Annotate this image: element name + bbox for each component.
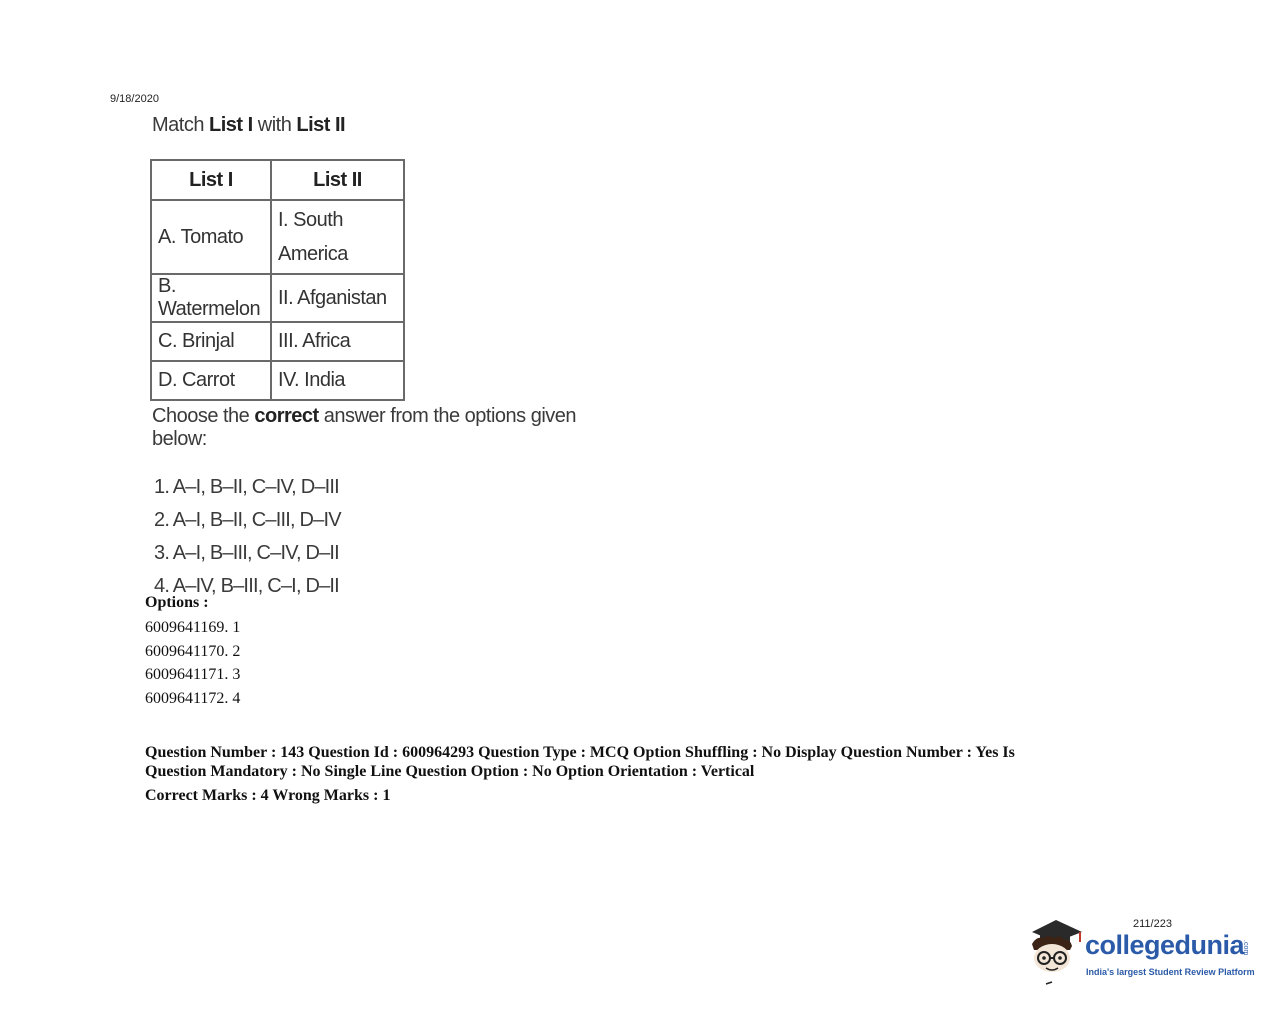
table-cell-list2: III. Africa bbox=[271, 322, 404, 361]
table-header-list2: List II bbox=[271, 160, 404, 200]
table-cell-list1: C. Brinjal bbox=[151, 322, 271, 361]
answer-option: 1. A–I, B–II, C–IV, D–III bbox=[154, 476, 339, 498]
option-id-line: 6009641171. 3 bbox=[145, 666, 241, 683]
option-id-line: 6009641169. 1 bbox=[145, 619, 241, 636]
metadata-line: Question Mandatory : No Single Line Question Option : No Option Orientation : Vertical bbox=[145, 763, 755, 780]
option-ids-block bbox=[145, 594, 240, 710]
table-row bbox=[151, 322, 404, 361]
table-cell-list1: A. Tomato bbox=[151, 200, 271, 274]
match-table bbox=[150, 159, 405, 401]
print-date: 9/18/2020 bbox=[110, 93, 159, 105]
answer-options-list bbox=[154, 471, 610, 603]
table-header-row bbox=[151, 160, 404, 200]
option-id-line: 6009641170. 2 bbox=[145, 642, 241, 660]
option-id-line: 6009641172. 4 bbox=[145, 689, 241, 707]
table-cell-list2: IV. India bbox=[271, 361, 404, 400]
answer-option: 3. A–I, B–III, C–IV, D–II bbox=[154, 542, 339, 564]
question-block bbox=[150, 114, 610, 603]
table-cell-list1: B. Watermelon bbox=[151, 274, 271, 322]
table-row bbox=[151, 361, 404, 400]
collegedunia-logo bbox=[1024, 918, 1254, 988]
question-title: Match List I with List II bbox=[152, 114, 346, 136]
table-header-list1: List I bbox=[151, 160, 271, 200]
page-number: 211/223 bbox=[1133, 918, 1172, 930]
table-row bbox=[151, 274, 404, 322]
options-label: Options : bbox=[145, 594, 209, 611]
brand-suffix: .com bbox=[1242, 940, 1249, 956]
choose-instruction: Choose the correct answer from the options given below: bbox=[152, 405, 577, 450]
brand-tagline: India's largest Student Review Platform bbox=[1086, 967, 1255, 977]
table-cell-list2: I. South America bbox=[271, 200, 404, 274]
question-metadata bbox=[145, 743, 1015, 805]
answer-option: 4. A–IV, B–III, C–I, D–II bbox=[154, 575, 339, 597]
table-row bbox=[151, 200, 404, 274]
table-cell-list2: II. Afganistan bbox=[271, 274, 404, 322]
table-cell-list1: D. Carrot bbox=[151, 361, 271, 400]
answer-option: 2. A–I, B–II, C–III, D–IV bbox=[154, 509, 341, 531]
brand-name: collegedunia bbox=[1085, 930, 1245, 960]
mascot-icon bbox=[1024, 918, 1086, 988]
marks-line: Correct Marks : 4 Wrong Marks : 1 bbox=[145, 787, 391, 804]
metadata-line: Question Number : 143 Question Id : 600964293 Question Type : MCQ Option Shuffling : No Display Question Number : Yes Is bbox=[145, 744, 1015, 761]
